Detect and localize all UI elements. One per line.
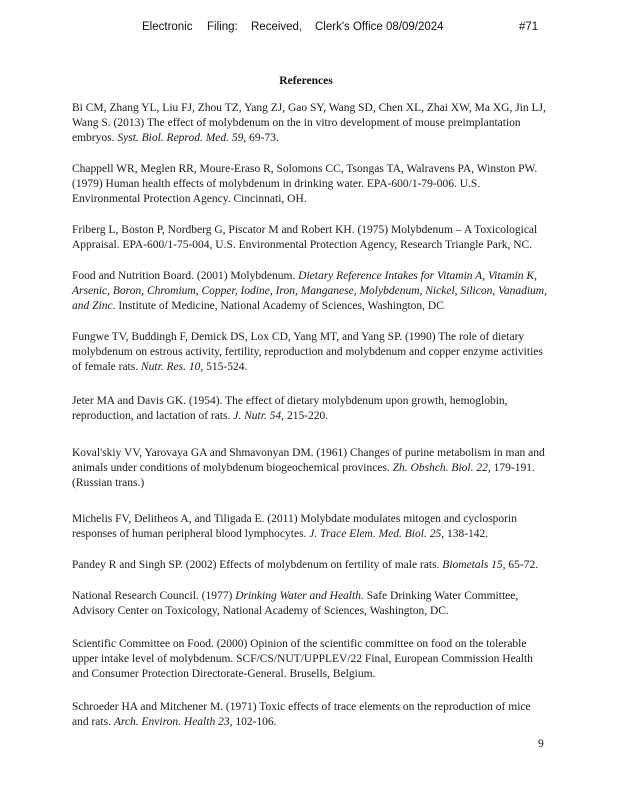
reference-journal: Syst. Biol. Reprod. Med. 59, [117,132,247,144]
reference-pages: 179-191. (Russian trans.) [72,462,535,489]
reference-item [72,394,547,424]
header-filing: Filing: [207,21,238,33]
reference-text: Food and Nutrition Board. (2001) Molybdenum. [72,270,299,282]
page-title: References [279,75,333,87]
header-electronic: Electronic [142,21,193,33]
reference-pages: 215-220. [284,410,329,422]
reference-pages: 102-106. [232,716,277,728]
reference-text: Chappell WR, Meglen RR, Moure-Eraso R, Solomons CC, Tsongas TA, Walravens PA, Winston PW. (1979) Human health effects of molybdenum in drinking water. EPA-600/1-79-006. U.S. Environmental Protection Agency. Cincinnati, OH. [72,163,538,205]
references-list [72,101,547,746]
reference-text: Friberg L, Boston P, Nordberg G, Piscator M and Robert KH. (1975) Molybdenum – A Toxicological Appraisal. EPA-600/1-75-004, U.S. Environmental Protection Agency, Research Triangle Park, NC. [72,224,538,251]
reference-journal: Arch. Environ. Health 23, [113,716,233,728]
reference-text: Bi CM, Zhang YL, Liu FJ, Zhou TZ, Yang ZJ, Gao SY, Wang SD, Chen XL, Zhai XW, Ma XG, Jin LJ, Wang S. (2013) The effect of molybdenum on the in vitro development of mouse preimplantation embryos. [72,102,546,144]
reference-text: Fungwe TV, Buddingh F, Demick DS, Lox CD, Yang MT, and Yang SP. (1990) The role of dietary molybdenum on estrous activity, fertility, reproduction and molybdenum and copper enzyme activities of female rats. [72,331,543,373]
reference-pages: 138-142. [444,528,489,540]
reference-pages: 515-524. [203,361,248,373]
header-document-number: #71 [519,21,539,33]
reference-journal: J. Trace Elem. Med. Biol. 25, [309,528,445,540]
reference-item [72,101,547,146]
reference-item [72,223,547,253]
reference-pages: 65-72. [505,559,539,571]
reference-item [72,589,547,619]
reference-item [72,162,547,207]
reference-book-title: Drinking Water and Health. [235,590,364,602]
reference-item [72,637,547,682]
reference-journal: Nutr. Res. 10, [140,361,204,373]
reference-journal: J. Nutr. 54, [233,410,285,422]
reference-pages: 69-73. [246,132,279,144]
reference-item [72,330,547,375]
reference-journal: Biometals 15, [442,559,506,571]
reference-text: Koval'skiy VV, Yarovaya GA and Shmavonyan DM. (1961) Changes of purine metabolism in man and animals under conditions of molybdenum biogeochemical provinces. [72,447,545,474]
reference-item [72,446,547,491]
reference-text: Pandey R and Singh SP. (2002) Effects of molybdenum on fertility of male rats. [72,559,443,571]
reference-text: Schroeder HA and Mitchener M. (1971) Toxic effects of trace elements on the reproduction of mice and rats. [72,701,531,728]
reference-text: Scientific Committee on Food. (2000) Opinion of the scientific committee on food on the tolerable upper intake level of molybdenum. SCF/CS/NUT/UPPLEV/22 Final, European Commission Health and Consumer Protection Directorate-General. Brusells, Belgium. [72,638,533,680]
reference-item [72,558,547,573]
header-received: Received, [251,21,303,33]
reference-publisher: Institute of Medicine, National Academy of Sciences, Washington, DC [115,300,444,312]
reference-item [72,700,547,730]
reference-journal: Zh. Obshch. Biol. 22, [392,462,491,474]
page-number: 9 [538,738,544,750]
reference-book-title: Dietary Reference Intakes for Vitamin A, Vitamin K, Arsenic, Boron, Chromium, Copper, Iodine, Iron, Manganese, Molybdenum, Nickel, Silicon, Vanadium, and Zinc. [72,270,547,312]
header-clerks-office-date: Clerk's Office 08/09/2024 [315,21,444,33]
reference-text: Michelis FV, Delitheos A, and Tiligada E. (2011) Molybdate modulates mitogen and cyclosporin responses of human peripheral blood lymphocytes. [72,513,517,540]
reference-item [72,512,547,542]
reference-text: Jeter MA and Davis GK. (1954). The effect of dietary molybdenum upon growth, hemoglobin, reproduction, and lactation of rats. [72,395,508,422]
reference-text: National Research Council. (1977) [72,590,236,602]
reference-item [72,269,547,314]
filing-header [0,21,618,39]
reference-publisher: Safe Drinking Water Committee, Advisory Center on Toxicology, National Academy of Sciences, Washington, DC. [72,590,519,617]
